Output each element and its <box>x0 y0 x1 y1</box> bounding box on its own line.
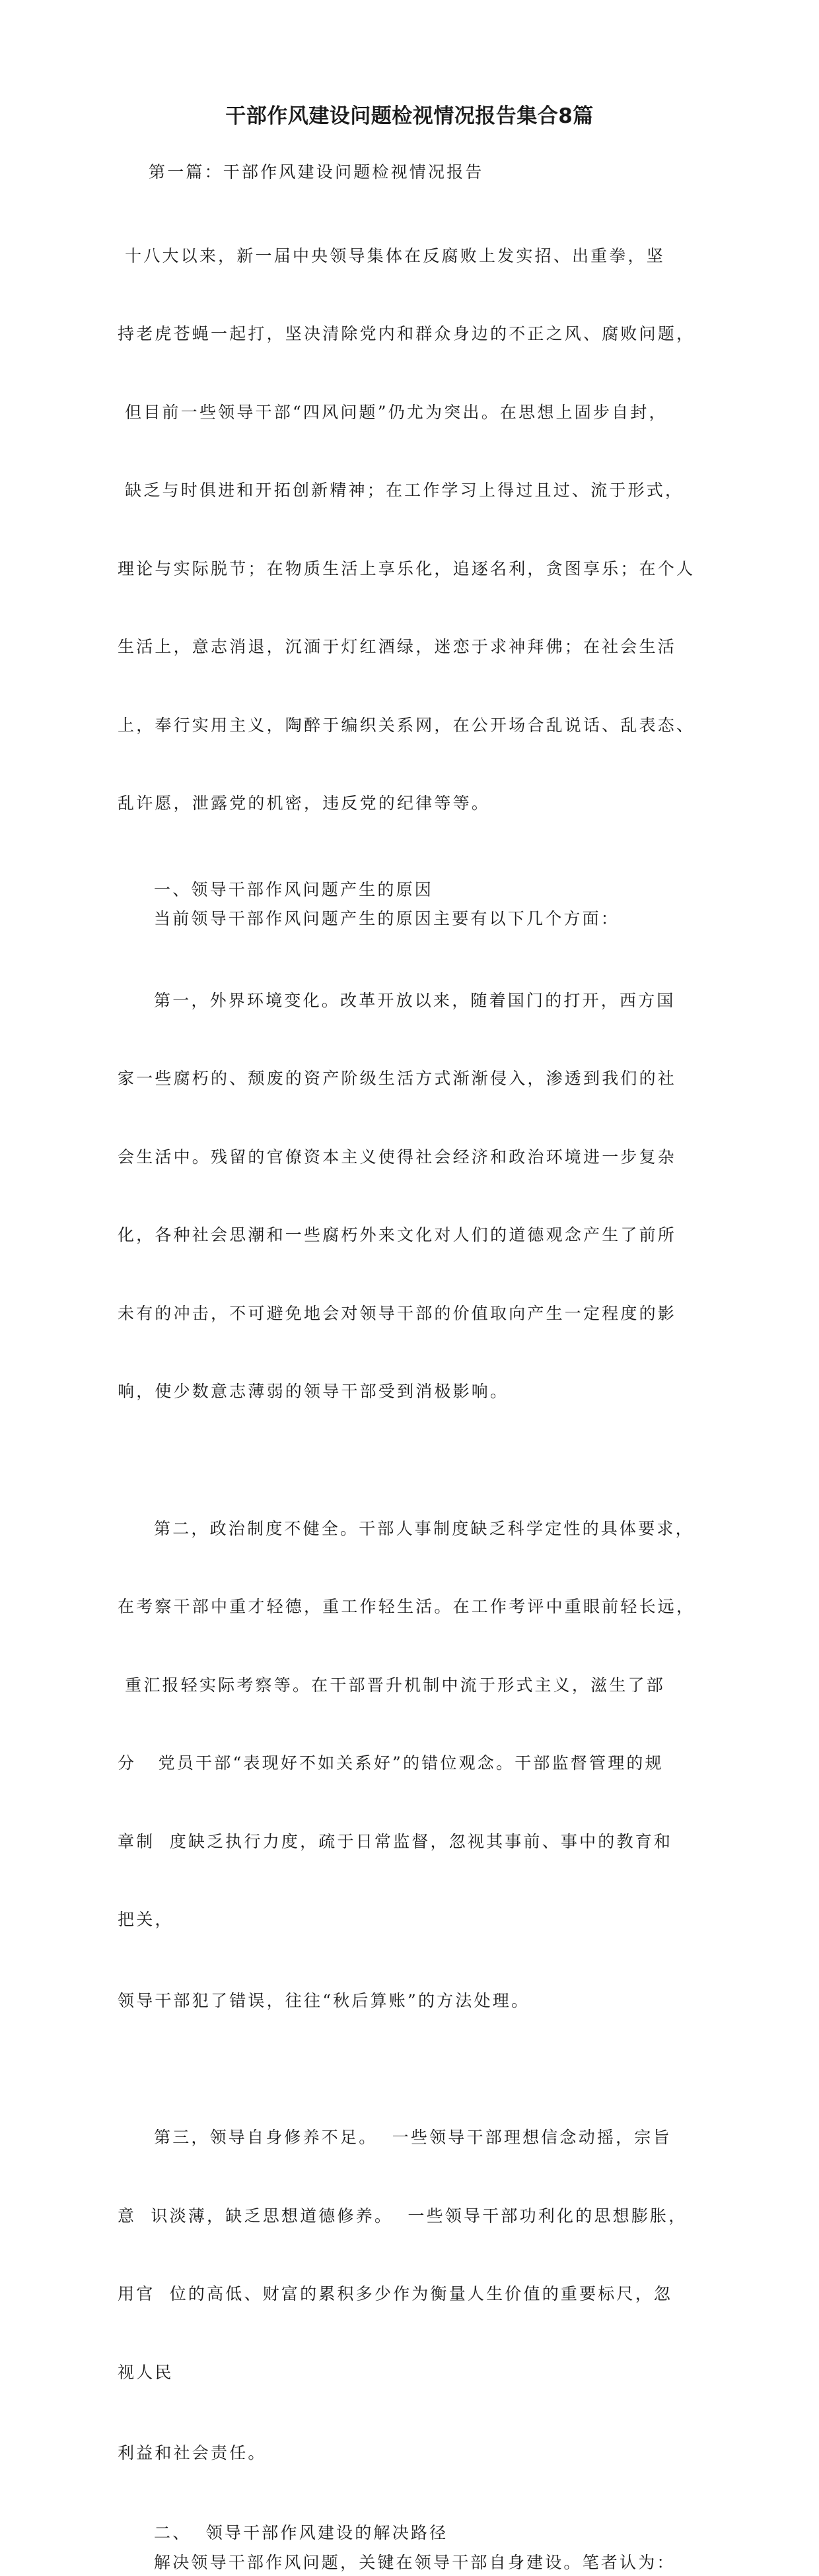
intro-line: 生活上，意志消退，沉湎于灯红酒绿，迷恋于求神拜佛；在社会生活 <box>118 637 677 656</box>
reason-one-paragraph <box>118 935 702 1457</box>
reason-one-line: 化，各种社会思潮和一些腐朽外来文化对人们的道德观念产生了前所 <box>118 1225 677 1244</box>
document-title: 干部作风建设问题检视情况报告集合8篇 <box>225 104 594 128</box>
document-body <box>118 159 702 2576</box>
reason-one-line: 家一些腐朽的、颓废的资产阶级生活方式渐渐侵入，渗透到我们的社 <box>118 1069 677 1088</box>
reason-one-line: 未有的冲击，不可避免地会对领导干部的价值取向产生一定程度的影 <box>118 1303 677 1323</box>
reason-three-line: 利益和社会责任。 <box>118 2443 267 2462</box>
closing-sentence: 解决领导干部作风问题，关键在领导干部自身建设。笔者认为： <box>154 2553 676 2572</box>
reason-one-line: 第一，外界环境变化。改革开放以来，随着国门的打开，西方国 <box>154 990 676 1010</box>
reason-two-line: 第二，政治制度不健全。干部人事制度缺乏科学定性的具体要求， <box>154 1518 694 1538</box>
reason-two-paragraph <box>118 1464 702 2066</box>
reason-three-line: 用官 位的高低、财富的累积多少作为衡量人生价值的重要标尺，忽 <box>118 2284 673 2303</box>
reason-two-line: 在考察干部中重才轻德，重工作轻生活。在工作考评中重眼前轻长远， <box>118 1597 695 1616</box>
reason-one-line: 会生活中。残留的官僚资本主义使得社会经济和政治环境进一步复杂 <box>118 1147 677 1167</box>
intro-line: 但目前一些领导干部“四风问题”仍尤为突出。在思想上固步自封， <box>118 402 668 422</box>
reason-two-line: 分 党员干部“表现好不如关系好”的错位观念。干部监督管理的规 <box>118 1753 664 1773</box>
reason-two-line: 章制 度缺乏执行力度，疏于日常监督，忽视其事前、事中的教育和 <box>118 1831 673 1851</box>
intro-line: 乱许愿，泄露党的机密，违反党的纪律等等。 <box>118 794 491 813</box>
section-heading: 第一篇：干部作风建设问题检视情况报告 <box>149 162 484 182</box>
intro-line: 理论与实际脱节；在物质生活上享乐化，追逐名利，贪图享乐；在个人 <box>118 559 695 578</box>
heading-one: 一、领导干部作风问题产生的原因 <box>154 879 434 899</box>
reason-three-line: 意 识淡薄，缺乏思想道德修养。 一些领导干部功利化的思想膨胀， <box>118 2206 688 2225</box>
reason-three-paragraph <box>118 2072 702 2519</box>
intro-line: 上，奉行实用主义，陶醉于编织关系网，在公开场合乱说话、乱表态、 <box>118 715 695 735</box>
lead-sentence: 当前领导干部作风问题产生的原因主要有以下几个方面： <box>154 909 620 928</box>
reason-three-line: 第三，领导自身修养不足。 一些领导干部理想信念动摇，宗旨 <box>154 2128 672 2147</box>
reason-two-line: 重汇报轻实际考察等。在干部晋升机制中流于形式主义，滋生了部 <box>118 1675 665 1695</box>
intro-line: 持老虎苍蝇一起打，坚决清除党内和群众身边的不正之风、腐败问题， <box>118 324 695 343</box>
reason-two-line: 领导干部犯了错误，往往“秋后算账”的方法处理。 <box>118 1990 530 2010</box>
reason-two-line: 把关， <box>118 1910 174 1929</box>
heading-two: 二、 领导干部作风建设的解决路径 <box>154 2523 448 2542</box>
intro-paragraph <box>118 191 702 869</box>
reason-three-line: 视人民 <box>118 2362 174 2382</box>
intro-line: 缺乏与时俱进和开拓创新精神；在工作学习上得过且过、流于形式， <box>118 481 684 500</box>
intro-line: 十八大以来，新一届中央领导集体在反腐败上发实招、出重拳，坚 <box>118 246 665 265</box>
reason-one-line: 响，使少数意志薄弱的领导干部受到消极影响。 <box>118 1382 509 1401</box>
